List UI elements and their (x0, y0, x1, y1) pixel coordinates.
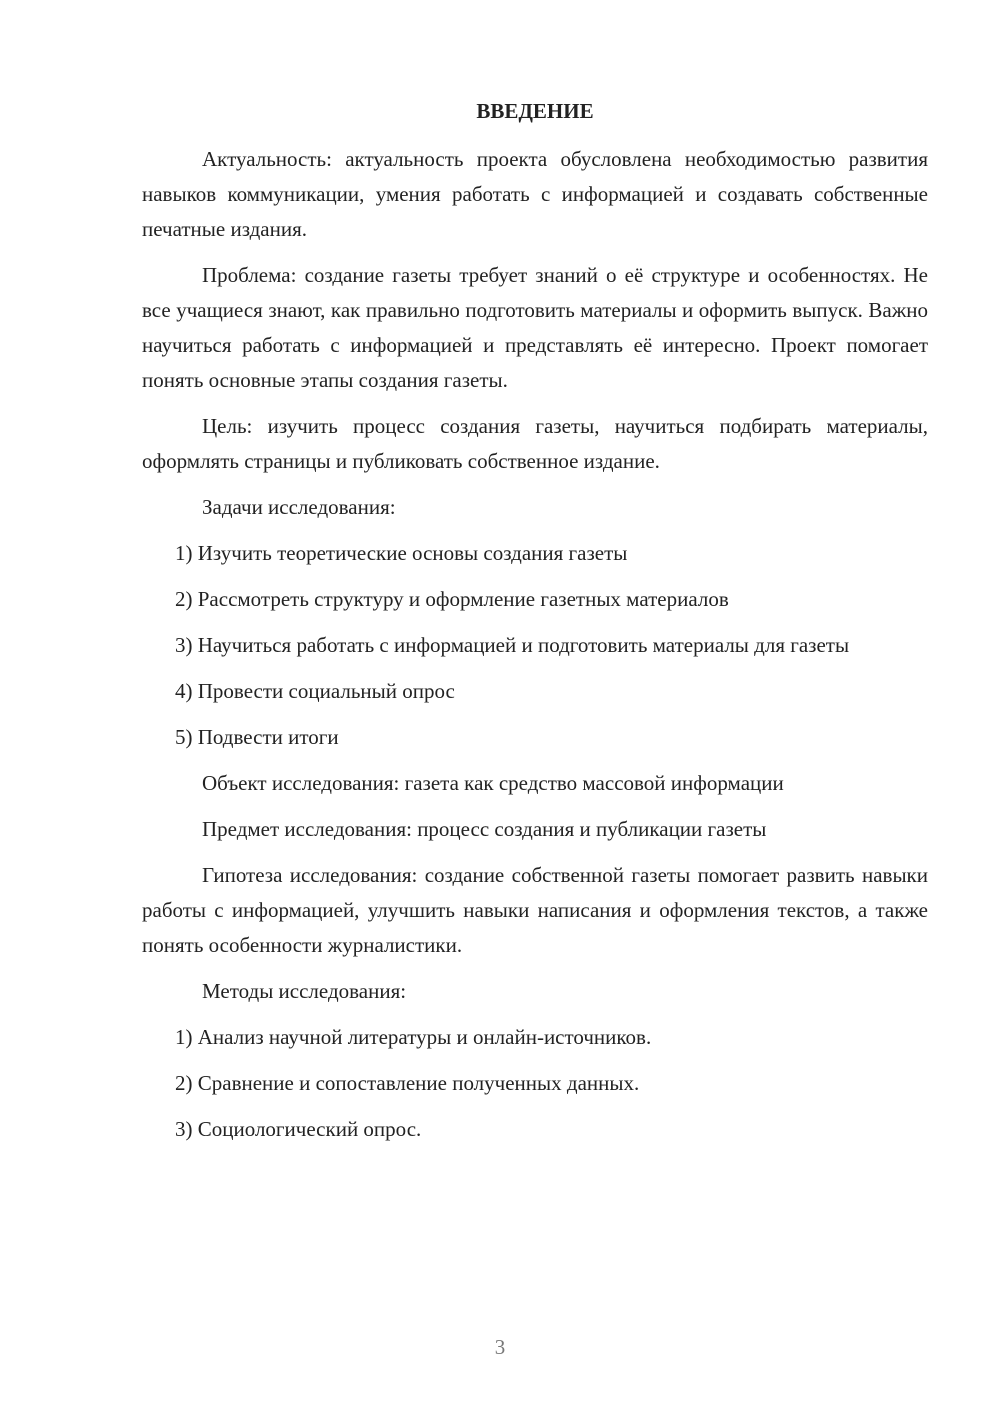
methods-heading: Методы исследования: (202, 979, 407, 1003)
task-item: 5) Подвести итоги (175, 725, 339, 749)
problem-paragraph: Проблема: создание газеты требует знаний о её структуре и особенностях. Не все учащиеся знают, как правильно подготовить материалы и оформить выпуск. Важно научиться работать с информацией и представлять её интересно. Проект помогает понять основные этапы создания газеты. (142, 263, 928, 392)
method-item: 2) Сравнение и сопоставление полученных данных. (175, 1071, 640, 1095)
task-item: 2) Рассмотреть структуру и оформление газетных материалов (175, 587, 729, 611)
research-hypothesis: Гипотеза исследования: создание собственной газеты помогает развить навыки работы с информацией, улучшить навыки написания и оформления текстов, а также понять особенности журналистики. (142, 863, 928, 957)
tasks-heading: Задачи исследования: (202, 495, 396, 519)
task-item: 4) Провести социальный опрос (175, 679, 455, 703)
method-item: 3) Социологический опрос. (175, 1117, 422, 1141)
page-title: ВВЕДЕНИЕ (476, 99, 594, 123)
research-object: Объект исследования: газета как средство массовой информации (202, 771, 784, 795)
task-item: 1) Изучить теоретические основы создания газеты (175, 541, 628, 565)
research-subject: Предмет исследования: процесс создания и публикации газеты (202, 817, 767, 841)
page-number: 3 (494, 1335, 506, 1359)
document-body (142, 142, 928, 1158)
goal-paragraph: Цель: изучить процесс создания газеты, научиться подбирать материалы, оформлять страницы и публиковать собственное издание. (142, 414, 928, 473)
method-item: 1) Анализ научной литературы и онлайн-источников. (175, 1025, 652, 1049)
relevance-paragraph: Актуальность: актуальность проекта обусловлена необходимостью развития навыков коммуникации, умения работать с информацией и создавать собственные печатные издания. (142, 147, 928, 241)
task-item: 3) Научиться работать с информацией и подготовить материалы для газеты (175, 633, 850, 657)
